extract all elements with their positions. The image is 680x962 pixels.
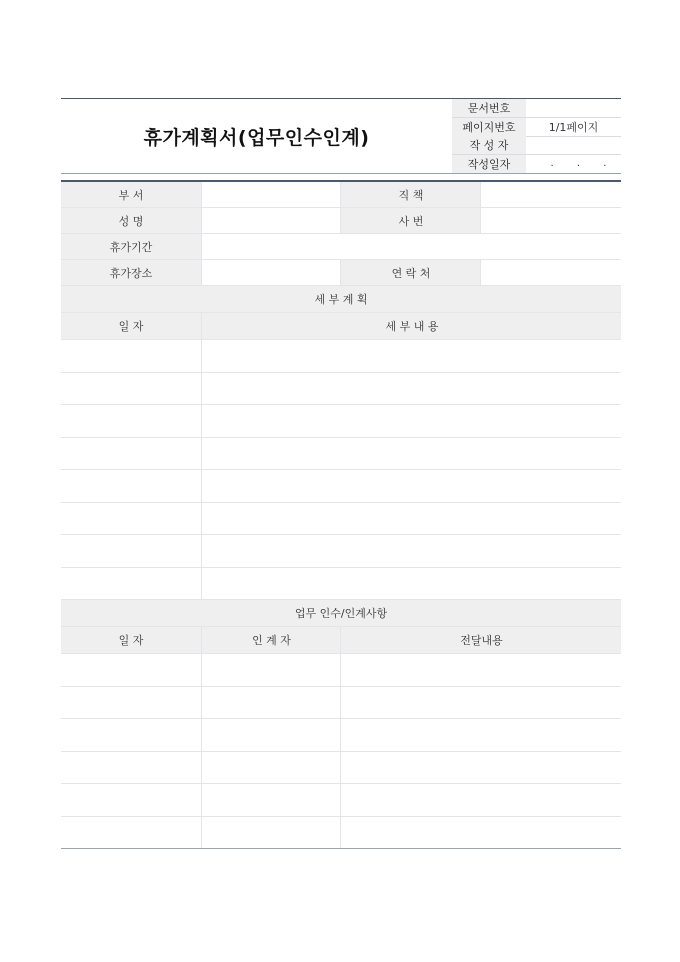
contact-field[interactable]	[480, 260, 622, 285]
handover-person-cell[interactable]	[201, 719, 341, 751]
handover-row	[61, 719, 621, 752]
row-name-empno	[61, 208, 621, 234]
handover-date-cell[interactable]	[61, 817, 201, 849]
plan-date-cell[interactable]	[61, 503, 201, 535]
plan-row	[61, 470, 621, 503]
plan-date-cell[interactable]	[61, 470, 201, 502]
handover-section-text: 업무 인수/인계사항	[294, 607, 388, 620]
handover-person-cell[interactable]	[201, 752, 341, 784]
handover-content-cell[interactable]	[340, 752, 622, 784]
plan-date-cell[interactable]	[61, 568, 201, 600]
handover-date-cell[interactable]	[61, 719, 201, 751]
handover-content-cell[interactable]	[340, 687, 622, 719]
handover-date-cell[interactable]	[61, 784, 201, 816]
plan-row	[61, 568, 621, 601]
plan-section-title	[61, 286, 621, 313]
meta-label: 작 성 자	[452, 136, 526, 154]
handover-rows	[61, 654, 621, 849]
plan-col-detail: 세 부 내 용	[201, 313, 622, 339]
plan-date-cell[interactable]	[61, 438, 201, 470]
form-header	[61, 98, 621, 174]
plan-row	[61, 373, 621, 406]
dept-label: 부 서	[61, 182, 201, 207]
meta-row-date	[452, 155, 621, 173]
handover-col-person: 인 계 자	[201, 627, 341, 653]
row-dept-position	[61, 182, 621, 208]
plan-rows	[61, 340, 621, 600]
period-label: 휴가기간	[61, 234, 201, 259]
plan-detail-cell[interactable]	[201, 535, 622, 567]
name-label: 성 명	[61, 208, 201, 233]
handover-content-cell[interactable]	[340, 817, 622, 849]
plan-date-cell[interactable]	[61, 405, 201, 437]
handover-content-cell[interactable]	[340, 719, 622, 751]
meta-label: 페이지번호	[452, 118, 526, 136]
plan-row	[61, 503, 621, 536]
handover-date-cell[interactable]	[61, 687, 201, 719]
position-label: 직 책	[340, 182, 481, 207]
position-field[interactable]	[480, 182, 622, 207]
page-number-value: 1/1페이지	[548, 120, 599, 134]
plan-date-cell[interactable]	[61, 535, 201, 567]
row-period	[61, 234, 621, 260]
meta-label: 작성일자	[452, 155, 526, 173]
handover-section-title	[61, 600, 621, 627]
author-field[interactable]	[526, 136, 621, 154]
plan-detail-cell[interactable]	[201, 340, 622, 372]
handover-content-cell[interactable]	[340, 654, 622, 686]
handover-row	[61, 687, 621, 720]
contact-label: 연 락 처	[340, 260, 481, 285]
row-place-contact	[61, 260, 621, 286]
handover-person-cell[interactable]	[201, 687, 341, 719]
handover-row	[61, 752, 621, 785]
meta-row-author	[452, 136, 621, 155]
plan-detail-cell[interactable]	[201, 438, 622, 470]
dept-field[interactable]	[201, 182, 341, 207]
empno-field[interactable]	[480, 208, 622, 233]
form-body	[61, 180, 621, 849]
handover-date-cell[interactable]	[61, 752, 201, 784]
plan-detail-cell[interactable]	[201, 503, 622, 535]
plan-row	[61, 340, 621, 373]
plan-row	[61, 535, 621, 568]
plan-date-cell[interactable]	[61, 373, 201, 405]
empno-label: 사 번	[340, 208, 481, 233]
meta-label: 문서번호	[452, 99, 526, 117]
handover-person-cell[interactable]	[201, 817, 341, 849]
handover-row	[61, 784, 621, 817]
plan-date-cell[interactable]	[61, 340, 201, 372]
plan-detail-cell[interactable]	[201, 568, 622, 600]
meta-row-page-number	[452, 118, 621, 137]
meta-row-doc-number	[452, 99, 621, 118]
place-field[interactable]	[201, 260, 341, 285]
handover-date-cell[interactable]	[61, 654, 201, 686]
name-field[interactable]	[201, 208, 341, 233]
handover-col-date: 일 자	[118, 634, 144, 647]
document-meta-table	[452, 99, 621, 173]
plan-detail-cell[interactable]	[201, 470, 622, 502]
handover-content-cell[interactable]	[340, 784, 622, 816]
plan-detail-cell[interactable]	[201, 373, 622, 405]
handover-person-cell[interactable]	[201, 654, 341, 686]
handover-header-row	[61, 627, 621, 654]
plan-row	[61, 438, 621, 471]
handover-row	[61, 817, 621, 850]
plan-row	[61, 405, 621, 438]
plan-detail-cell[interactable]	[201, 405, 622, 437]
date-field[interactable]: . . .	[550, 158, 617, 169]
period-field[interactable]	[201, 234, 622, 259]
handover-col-content: 전달내용	[340, 627, 622, 653]
place-label: 휴가장소	[61, 260, 201, 285]
doc-number-field[interactable]	[526, 99, 621, 117]
handover-row	[61, 654, 621, 687]
document-title: 휴가계획서(업무인수인계)	[143, 126, 370, 149]
handover-person-cell[interactable]	[201, 784, 341, 816]
plan-header-row	[61, 313, 621, 340]
plan-col-date: 일 자	[118, 320, 144, 333]
plan-section-text: 세 부 계 획	[314, 293, 368, 306]
